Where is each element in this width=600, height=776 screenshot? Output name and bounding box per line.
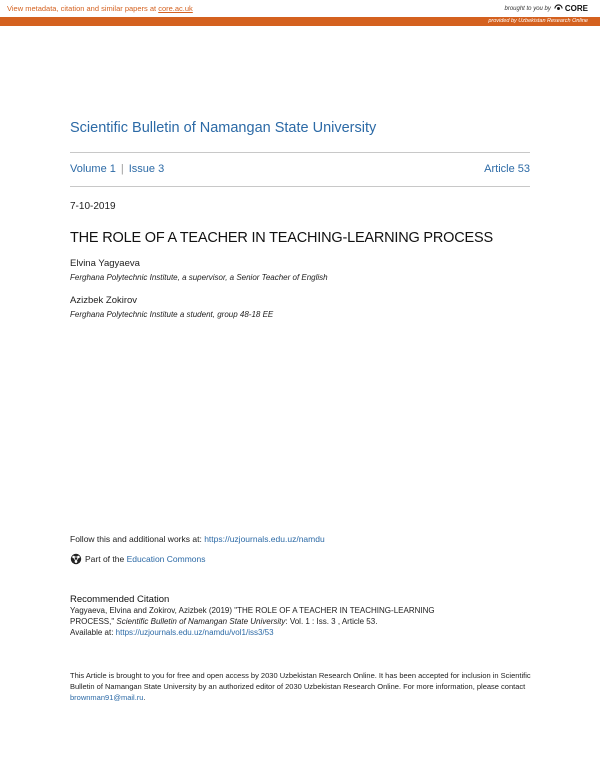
core-logo[interactable] <box>554 4 588 13</box>
author-affiliation: Ferghana Polytechnic Institute, a supervisor, a Senior Teacher of English <box>70 273 328 282</box>
top-bar <box>0 0 600 17</box>
volume-link[interactable]: Volume 1 <box>70 163 116 175</box>
separator: | <box>120 163 124 175</box>
volume-issue <box>70 163 164 175</box>
citation-url-link[interactable]: https://uzjournals.edu.uz/namdu/vol1/iss3/53 <box>115 628 274 637</box>
article-number[interactable]: Article 53 <box>484 163 530 175</box>
provider-bar <box>0 17 600 26</box>
brought-by-text: brought to you by <box>504 5 551 12</box>
article-title: THE ROLE OF A TEACHER IN TEACHING-LEARNING PROCESS <box>70 230 493 246</box>
core-metadata-link[interactable]: View metadata, citation and similar papers at core.ac.uk <box>7 4 193 13</box>
citation-line: Available at: https://uzjournals.edu.uz/namdu/vol1/iss3/53 <box>70 628 274 637</box>
author-affiliation: Ferghana Polytechnic Institute a student, group 48-18 EE <box>70 310 274 319</box>
follow-line <box>70 534 325 544</box>
education-commons-link[interactable]: Education Commons <box>126 554 206 564</box>
journal-title[interactable]: Scientific Bulletin of Namangan State University <box>70 120 377 136</box>
network-icon <box>70 553 82 565</box>
footer-text: This Article is brought to you for free and open access by 2030 Uzbekistan Research Online. It has been accepted for inclusion in Scientific Bulletin of Namangan State University by an authorized editor of 2030 Uzbekistan Research Online. For more information, please contact <box>70 671 531 691</box>
core-logo-text: CORE <box>564 4 588 13</box>
citation-body <box>70 605 540 638</box>
footer-notice: This Article is brought to you for free and open access by 2030 Uzbekistan Research Online. It has been accepted for inclusion in Scientific Bulletin of Namangan State University by an authorized editor of 2030 Uzbekistan Research Online. For more information, please contact brownman91@mail.ru. <box>70 671 531 702</box>
part-of-line <box>70 553 206 565</box>
part-of-text: Part of the <box>85 554 127 564</box>
follow-text: Follow this and additional works at: <box>70 534 205 544</box>
divider <box>70 152 530 153</box>
citation-heading: Recommended Citation <box>70 594 170 605</box>
citation-line: PROCESS," Scientific Bulletin of Namangan State University: Vol. 1 : Iss. 3 , Article 53. <box>70 617 378 626</box>
core-branding <box>505 4 589 13</box>
publication-date: 7-10-2019 <box>70 201 116 212</box>
author-name: Azizbek Zokirov <box>70 295 138 306</box>
core-logo-icon <box>554 4 563 13</box>
contact-email-link[interactable]: brownman91@mail.ru <box>70 693 144 702</box>
citation-line: Yagyaeva, Elvina and Zokirov, Azizbek (2019) "THE ROLE OF A TEACHER IN TEACHING-LEARNING <box>70 606 435 615</box>
provided-by-text: provided by Uzbekistan Research Online <box>488 18 588 24</box>
issue-link[interactable]: Issue 3 <box>128 163 165 175</box>
divider <box>70 186 530 187</box>
follow-link[interactable]: https://uzjournals.edu.uz/namdu <box>204 534 325 544</box>
author-name: Elvina Yagyaeva <box>70 258 140 269</box>
